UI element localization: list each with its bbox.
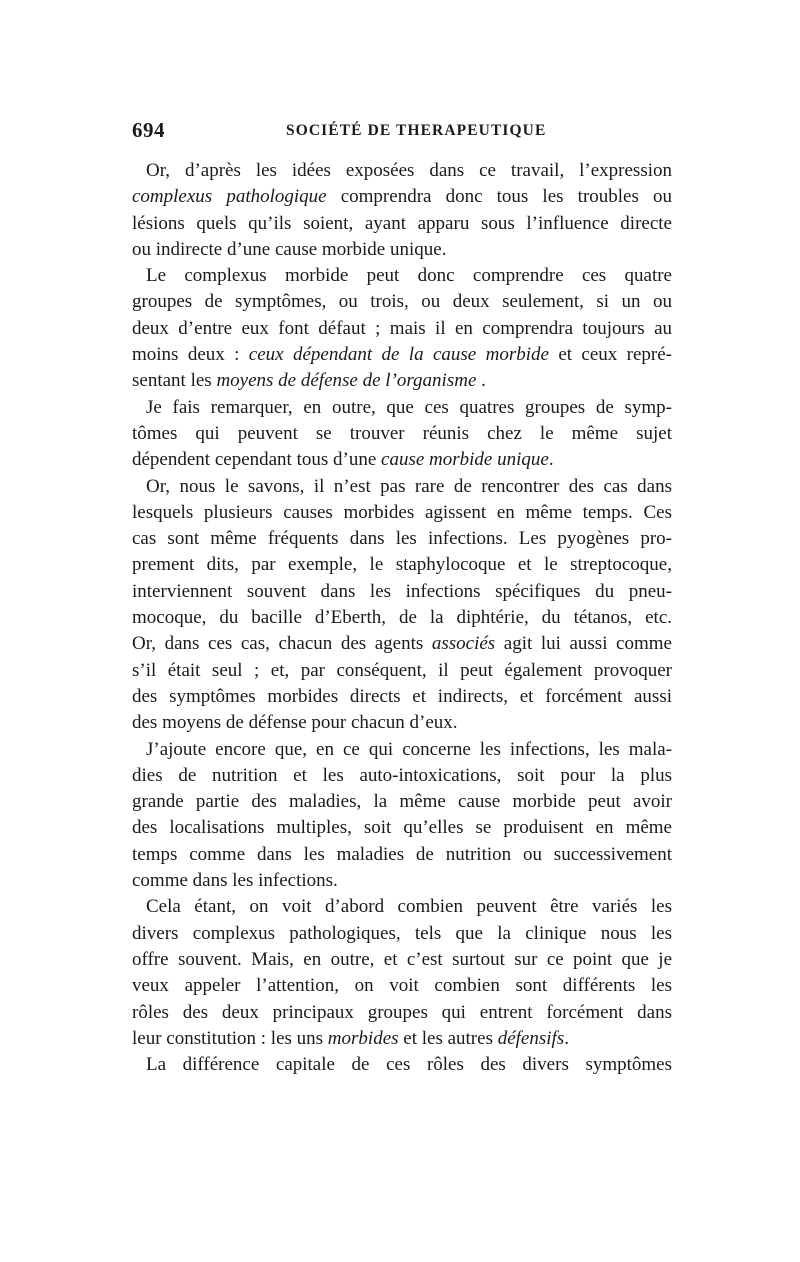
text-run: des moyens de défense pour chacun d’eux. — [132, 712, 458, 734]
text-line — [132, 815, 672, 841]
text-line — [132, 316, 672, 342]
page-header — [132, 118, 677, 144]
text-line — [132, 763, 672, 789]
italic-text: associés — [431, 633, 496, 655]
text-run: Or, nous le savons, il n’est pas rare de rencontrer des cas dans — [146, 475, 672, 497]
text-run: groupes de symptômes, ou trois, ou deux seulement, si un ou — [132, 291, 672, 313]
text-run: s’il était seul ; et, par conséquent, il peut également provoquer — [132, 659, 672, 681]
text-line — [132, 1052, 672, 1078]
text-run: interviennent souvent dans les infections spécifiques du pneu- — [132, 580, 672, 602]
text-line — [132, 474, 672, 500]
text-line — [132, 658, 672, 684]
text-run: ou indirecte d’une cause morbide unique. — [132, 238, 447, 260]
paragraph — [132, 158, 672, 263]
text-line — [132, 973, 672, 999]
text-line — [132, 684, 672, 710]
page-number: 694 — [132, 118, 165, 142]
text-run: des localisations multiples, soit qu’elles se produisent en même — [132, 817, 672, 839]
text-run: deux d’entre eux font défaut ; mais il en comprendra toujours au — [132, 317, 672, 339]
text-run: . — [476, 370, 486, 392]
body-text — [132, 158, 672, 1078]
text-line — [132, 289, 672, 315]
paragraph — [132, 395, 672, 474]
italic-text: ceux dépendant de la cause morbide — [248, 344, 549, 366]
text-run: sentant les — [132, 370, 217, 392]
italic-text: cause morbide unique — [381, 449, 549, 471]
text-run: J’ajoute encore que, en ce qui concerne les infections, les mala- — [146, 738, 672, 760]
text-run: agit lui aussi comme — [495, 633, 672, 655]
text-run: mocoque, du bacille d’Eberth, de la diphtérie, du tétanos, etc. — [132, 607, 672, 629]
text-run: comprendra donc tous les troubles ou — [326, 186, 672, 208]
text-line — [132, 868, 672, 894]
paragraph — [132, 263, 672, 394]
text-line — [132, 500, 672, 526]
text-line — [132, 842, 672, 868]
text-line — [132, 710, 672, 736]
text-line — [132, 237, 672, 263]
text-run: Or, d’après les idées exposées dans ce travail, l’expression — [146, 160, 672, 181]
italic-text: moyens de défense de l’organisme — [216, 370, 477, 392]
italic-text: défensifs — [497, 1027, 565, 1049]
text-run: Je fais remarquer, en outre, que ces quatres groupes de symp- — [146, 396, 672, 418]
text-line — [132, 526, 672, 552]
text-run: Or, dans ces cas, chacun des agents — [132, 633, 432, 655]
text-run: veux appeler l’attention, on voit combien sont différents les — [132, 975, 672, 997]
text-line — [132, 342, 672, 368]
text-run: temps comme dans les maladies de nutrition ou successivement — [132, 843, 672, 865]
text-line — [132, 894, 672, 920]
text-line — [132, 737, 672, 763]
text-line — [132, 921, 672, 947]
text-line — [132, 158, 672, 184]
text-line — [132, 789, 672, 815]
text-line — [132, 605, 672, 631]
text-run: leur constitution : les uns — [132, 1027, 328, 1049]
text-line — [132, 631, 672, 657]
text-line — [132, 947, 672, 973]
text-run: cas sont même fréquents dans les infections. Les pyogènes pro- — [132, 528, 672, 550]
text-line — [132, 263, 672, 289]
italic-text: complexus pathologique — [132, 186, 327, 208]
text-line — [132, 184, 672, 210]
text-run: prement dits, par exemple, le staphylocoque et le streptocoque, — [132, 554, 672, 576]
text-run: . — [564, 1027, 569, 1049]
text-run: moins deux : — [132, 344, 249, 366]
text-line — [132, 579, 672, 605]
paragraph — [132, 1052, 672, 1078]
text-line — [132, 421, 672, 447]
italic-text: morbides — [327, 1027, 399, 1049]
text-line — [132, 368, 672, 394]
text-run: tômes qui peuvent se trouver réunis chez le même sujet — [132, 422, 672, 444]
text-run: divers complexus pathologiques, tels que la clinique nous les — [132, 922, 672, 944]
running-head: SOCIÉTÉ DE THERAPEUTIQUE — [286, 122, 547, 139]
text-line — [132, 1000, 672, 1026]
text-run: Cela étant, on voit d’abord combien peuvent être variés les — [146, 896, 672, 918]
text-line — [132, 552, 672, 578]
text-run: comme dans les infections. — [132, 870, 338, 892]
text-run: et les autres — [398, 1027, 498, 1049]
text-run: grande partie des maladies, la même cause morbide peut avoir — [132, 791, 672, 813]
text-run: La différence capitale de ces rôles des divers symptômes — [146, 1054, 672, 1076]
text-run: dépendent cependant tous d’une — [132, 449, 382, 471]
text-line — [132, 1026, 672, 1052]
paragraph — [132, 474, 672, 737]
text-line — [132, 211, 672, 237]
text-run: rôles des deux principaux groupes qui entrent forcément dans — [132, 1001, 672, 1023]
text-run: . — [548, 449, 554, 471]
paragraph — [132, 894, 672, 1052]
text-run: Le complexus morbide peut donc comprendre ces quatre — [146, 265, 672, 287]
text-run: lésions quels qu’ils soient, ayant apparu sous l’influence directe — [132, 212, 672, 234]
text-run: offre souvent. Mais, en outre, et c’est surtout sur ce point que je — [132, 948, 672, 970]
text-run: et ceux repré- — [548, 344, 672, 366]
paragraph — [132, 737, 672, 895]
text-run: dies de nutrition et les auto-intoxications, soit pour la plus — [132, 764, 672, 786]
text-run: des symptômes morbides directs et indirects, et forcément aussi — [132, 685, 672, 707]
text-line — [132, 395, 672, 421]
text-run: lesquels plusieurs causes morbides agissent en même temps. Ces — [132, 501, 672, 523]
text-line — [132, 447, 672, 473]
